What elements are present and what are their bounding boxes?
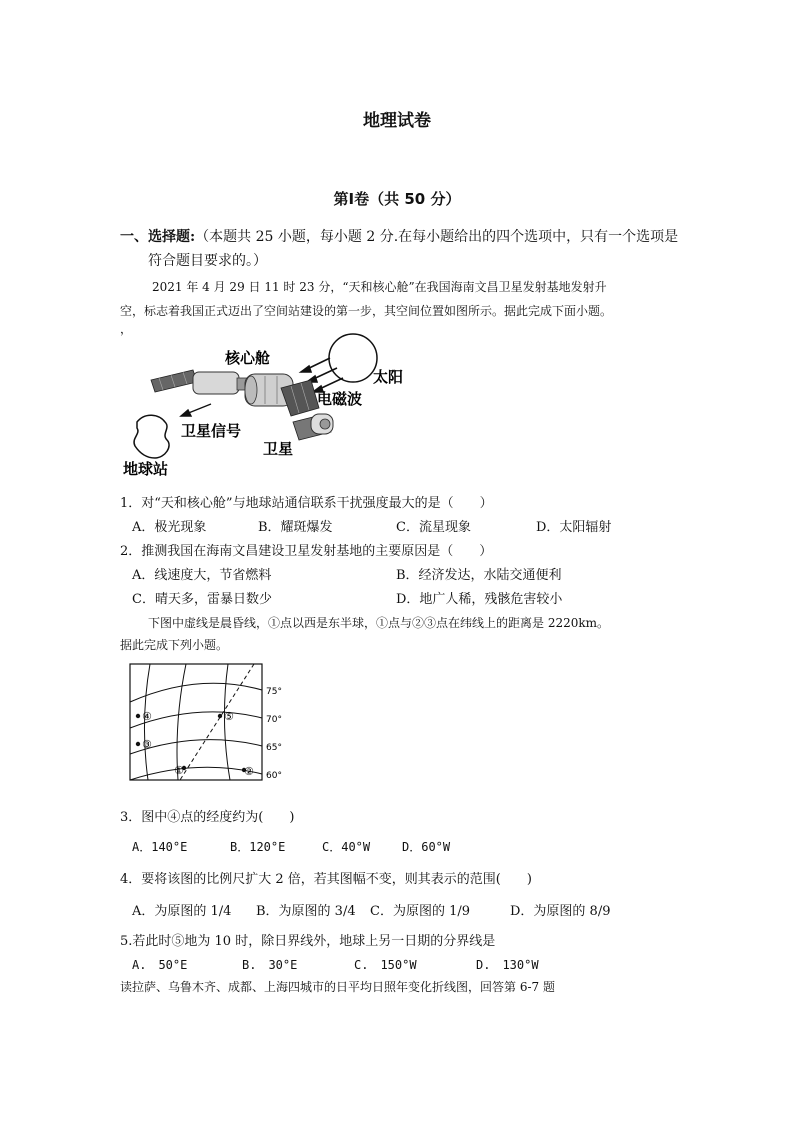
meridian-lines <box>144 664 230 780</box>
space-station-figure <box>115 330 415 480</box>
terminator-line <box>180 664 254 780</box>
q4-option-a: A．为原图的 1/4 <box>132 904 232 919</box>
label-satellite: 卫星 <box>263 440 294 458</box>
lat-label-70: 70° <box>266 715 282 725</box>
q1-option-b: B．耀斑爆发 <box>258 520 333 535</box>
paper-title: 地理试卷 <box>363 111 431 131</box>
q4-option-d: D．为原图的 8/9 <box>510 904 611 919</box>
label-core-module: 核心舱 <box>225 349 271 367</box>
q5-option-b: B. 30°E <box>242 958 298 972</box>
label-sun: 太阳 <box>373 368 404 386</box>
q1-option-c: C．流星现象 <box>396 520 471 535</box>
station-front-module <box>193 372 239 394</box>
label-ground-station: 地球站 <box>123 460 169 478</box>
label-satellite-signal: 卫星信号 <box>181 422 242 440</box>
q3-stem: 3．图中④点的经度约为( ) <box>120 810 295 825</box>
ground-station-shape <box>134 415 169 458</box>
q2-option-c: C．晴天多，雷暴日数少 <box>132 592 272 607</box>
q1-option-a: A．极光现象 <box>132 520 207 535</box>
latitude-lines <box>130 683 262 780</box>
q3-option-b: B．120°E <box>230 840 286 854</box>
q2-option-d: D．地广人稀，残骸危害较小 <box>396 592 563 607</box>
label-em-wave: 电磁波 <box>317 390 363 408</box>
point-5: ⑤ <box>224 710 234 723</box>
q3-option-d: D．60°W <box>402 840 451 854</box>
left-solar-panel <box>151 370 197 392</box>
volume-header: 第Ⅰ卷（共 50 分） <box>333 190 461 208</box>
q2-stem: 2．推测我国在海南文昌建设卫星发射基地的主要原因是（ ） <box>120 544 493 559</box>
section-label: 一、选择题: <box>120 229 196 245</box>
passage1-line2: 空，标志着我国正式迈出了空间站建设的第一步，其空间位置如图所示。据此完成下面小题。 <box>120 304 613 318</box>
passage2-line2: 据此完成下列小题。 <box>120 638 229 652</box>
sun-circle <box>329 334 377 382</box>
passage2-line1: 下图中虚线是晨昏线，①点以西是东半球，①点与②③点在纬线上的距离是 2220km。 <box>148 616 610 630</box>
q2-option-b: B．经济发达，水陆交通便利 <box>396 568 562 583</box>
point-3: ③ <box>142 738 152 751</box>
q1-option-d: D．太阳辐射 <box>536 520 612 535</box>
graticule-map <box>128 662 298 784</box>
point-2: ② <box>244 765 254 778</box>
passage1-line1: 2021 年 4 月 29 日 11 时 23 分，“天和核心舱”在我国海南文昌卫星发射基地发射升 <box>152 280 607 294</box>
q5-option-a: A. 50°E <box>132 958 188 972</box>
q3-option-c: C．40°W <box>322 840 371 854</box>
q5-option-c: C. 150°W <box>354 958 417 972</box>
q1-stem: 1．对“天和核心舱”与地球站通信联系干扰强度最大的是（ ） <box>120 496 493 511</box>
lat-label-65: 65° <box>266 743 282 753</box>
passage3-line1: 读拉萨、乌鲁木齐、成都、上海四城市的日平均日照年变化折线图，回答第 6-7 题 <box>120 980 555 994</box>
q2-option-a: A．线速度大，节省燃料 <box>132 568 272 583</box>
lat-label-60: 60° <box>266 771 282 781</box>
section-instructions-line2: 符合题目要求的。） <box>148 253 267 269</box>
q3-option-a: A．140°E <box>132 840 188 854</box>
section-instructions-line1: （本题共 25 小题，每小题 2 分.在每小题给出的四个选项中，只有一个选项是 <box>195 229 679 245</box>
q4-option-c: C．为原图的 1/9 <box>370 904 471 919</box>
section-instructions <box>120 226 678 246</box>
q5-option-d: D. 130°W <box>476 958 539 972</box>
q5-stem: 5.若此时⑤地为 10 时，除日界线外，地球上另一日期的分界线是 <box>120 934 496 949</box>
satellite-signal-arrow <box>181 404 211 416</box>
lat-label-75: 75° <box>266 687 282 697</box>
point-1: ① <box>174 764 184 777</box>
q4-stem: 4．要将该图的比例尺扩大 2 倍，若其图幅不变，则其表示的范围( ) <box>120 872 532 887</box>
point-4: ④ <box>142 710 152 723</box>
q4-option-b: B．为原图的 3/4 <box>256 904 356 919</box>
passage1-stray-mark: ， <box>120 322 133 336</box>
